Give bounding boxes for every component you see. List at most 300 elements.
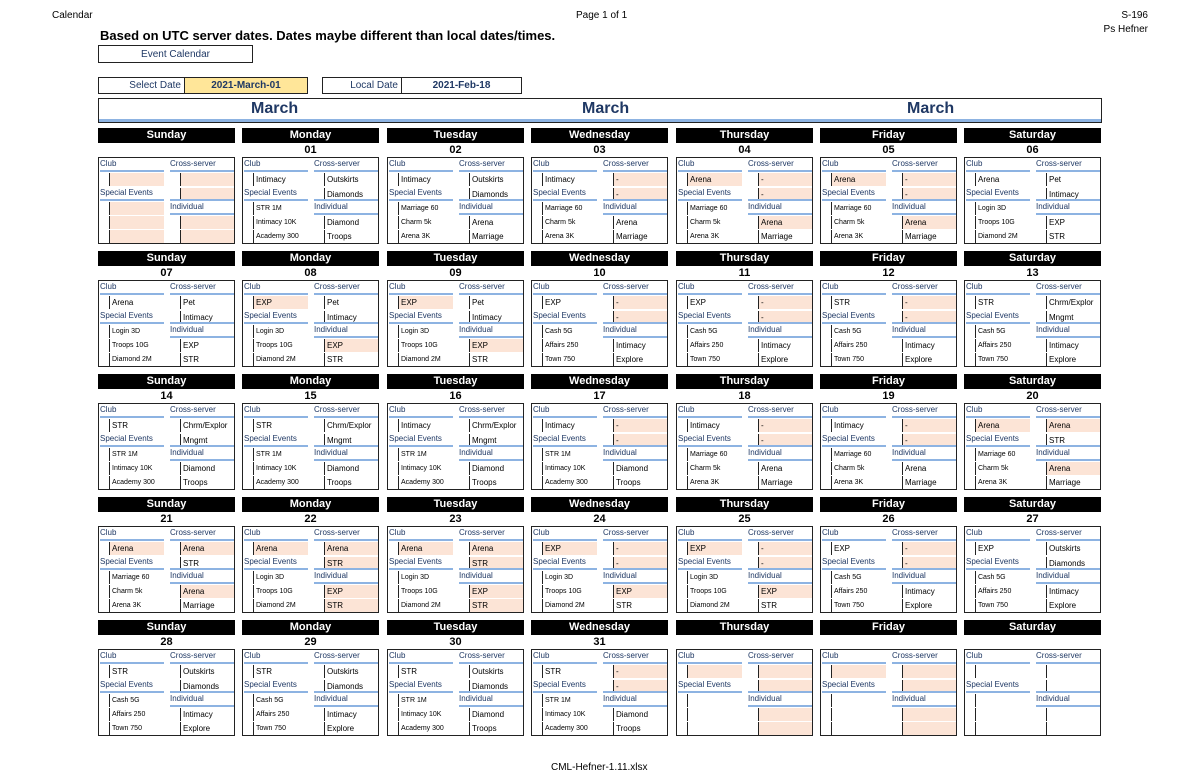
day-number: 12 <box>882 267 895 279</box>
club-event: Intimacy <box>253 173 308 186</box>
individual-event: STR <box>324 599 378 612</box>
individual-event: EXP <box>758 585 812 598</box>
special-events-label: Special Events <box>533 557 586 566</box>
day-number: 01 <box>304 144 317 156</box>
special-event: Academy 300 <box>542 722 597 735</box>
day-events <box>98 280 235 367</box>
special-event: Troops 10G <box>542 585 597 598</box>
special-event: Diamond 2M <box>398 599 453 612</box>
day-number: 13 <box>1026 267 1039 279</box>
day-events <box>820 526 957 613</box>
special-events-label: Special Events <box>678 557 731 566</box>
cross-server-label: Cross-server <box>748 159 794 168</box>
day-events <box>387 157 524 244</box>
special-events-label: Special Events <box>533 434 586 443</box>
special-event: Academy 300 <box>253 476 308 489</box>
weekday-label: Monday <box>242 497 379 512</box>
cross-event: - <box>613 419 667 432</box>
special-event: Arena 3K <box>831 230 886 243</box>
special-event <box>975 722 1030 735</box>
cross-event: - <box>902 542 956 555</box>
special-event: Login 3D <box>109 325 164 338</box>
day-number: 05 <box>882 144 895 156</box>
individual-label: Individual <box>170 448 204 457</box>
special-event: Academy 300 <box>253 230 308 243</box>
club-event: EXP <box>687 296 742 309</box>
club-label: Club <box>100 651 117 660</box>
special-event: Cash 5G <box>109 694 164 707</box>
club-event: STR <box>109 419 164 432</box>
club-label: Club <box>678 159 695 168</box>
weekday-label: Monday <box>242 620 379 635</box>
month-label-left: March <box>251 100 299 117</box>
special-events-label: Special Events <box>822 434 875 443</box>
club-event: EXP <box>831 542 886 555</box>
special-event: Affairs 250 <box>975 585 1030 598</box>
special-events-label: Special Events <box>966 311 1019 320</box>
individual-event: EXP <box>613 585 667 598</box>
special-event: Affairs 250 <box>687 339 742 352</box>
club-label: Club <box>678 282 695 291</box>
cross-event: Outskirts <box>469 665 523 678</box>
day-cell <box>820 128 957 244</box>
special-event <box>975 708 1030 721</box>
weekday-label: Sunday <box>98 251 235 266</box>
cross-event <box>1046 665 1100 678</box>
club-label: Club <box>389 159 406 168</box>
weekday-label: Friday <box>820 128 957 143</box>
select-date-field[interactable] <box>98 77 308 94</box>
cross-server-label: Cross-server <box>1036 282 1082 291</box>
cross-event: Outskirts <box>469 173 523 186</box>
weekday-label: Saturday <box>964 620 1101 635</box>
club-event: Arena <box>975 173 1030 186</box>
individual-event: Arena <box>902 462 956 475</box>
cross-event: Outskirts <box>324 173 378 186</box>
cross-event-2: - <box>902 434 956 447</box>
special-events-label: Special Events <box>533 311 586 320</box>
individual-event <box>180 216 234 229</box>
special-events-label: Special Events <box>244 680 297 689</box>
day-number: 24 <box>593 513 606 525</box>
special-events-label: Special Events <box>100 557 153 566</box>
cross-event-2: - <box>758 188 812 201</box>
individual-event: Intimacy <box>1046 585 1100 598</box>
individual-label: Individual <box>892 694 926 703</box>
cross-event-2: STR <box>469 557 523 570</box>
weekday-label: Tuesday <box>387 128 524 143</box>
club-event: Arena <box>687 173 742 186</box>
day-number: 27 <box>1026 513 1039 525</box>
day-cell <box>531 620 668 736</box>
cross-event: - <box>902 419 956 432</box>
special-event: STR 1M <box>542 694 597 707</box>
cross-server-label: Cross-server <box>170 282 216 291</box>
individual-label: Individual <box>1036 448 1070 457</box>
month-banner <box>98 98 1102 123</box>
individual-event: EXP <box>324 339 378 352</box>
special-events-label: Special Events <box>822 557 875 566</box>
day-cell <box>964 497 1101 613</box>
club-label: Club <box>678 405 695 414</box>
individual-event: EXP <box>1046 216 1100 229</box>
special-event: Arena 3K <box>975 476 1030 489</box>
individual-event: Marriage <box>180 599 234 612</box>
weekday-label: Thursday <box>676 128 813 143</box>
individual-label: Individual <box>603 202 637 211</box>
cross-event: Outskirts <box>180 665 234 678</box>
special-events-label: Special Events <box>678 188 731 197</box>
special-event: Intimacy 10K <box>253 216 308 229</box>
cross-server-label: Cross-server <box>892 405 938 414</box>
day-number: 17 <box>593 390 606 402</box>
cross-server-label: Cross-server <box>1036 528 1082 537</box>
individual-event: STR <box>1046 230 1100 243</box>
cross-event-2: - <box>902 311 956 324</box>
cross-event-2: Mngmt <box>324 434 378 447</box>
cross-event-2: Mngmt <box>469 434 523 447</box>
cross-event: - <box>758 296 812 309</box>
day-cell <box>387 251 524 367</box>
individual-event: Marriage <box>1046 476 1100 489</box>
cross-server-label: Cross-server <box>1036 651 1082 660</box>
special-event: Cash 5G <box>975 325 1030 338</box>
individual-label: Individual <box>459 325 493 334</box>
individual-event: Marriage <box>902 230 956 243</box>
individual-event: Marriage <box>902 476 956 489</box>
club-event: STR <box>398 665 453 678</box>
special-event: Login 3D <box>975 202 1030 215</box>
special-events-label: Special Events <box>822 311 875 320</box>
day-events <box>820 157 957 244</box>
cross-server-label: Cross-server <box>892 282 938 291</box>
day-number: 11 <box>738 267 751 279</box>
special-event: Marriage 60 <box>109 571 164 584</box>
weekday-label: Sunday <box>98 620 235 635</box>
special-event: Charm 5k <box>109 585 164 598</box>
individual-event: Marriage <box>613 230 667 243</box>
special-event: Arena 3K <box>109 599 164 612</box>
special-events-label: Special Events <box>100 188 153 197</box>
day-number: 18 <box>738 390 751 402</box>
day-events <box>820 280 957 367</box>
special-event: Academy 300 <box>398 476 453 489</box>
individual-label: Individual <box>459 571 493 580</box>
cross-event-2: - <box>613 311 667 324</box>
club-label: Club <box>533 528 550 537</box>
cross-event-2: - <box>613 680 667 693</box>
weekday-label: Saturday <box>964 251 1101 266</box>
individual-event: EXP <box>324 585 378 598</box>
club-event <box>975 665 1030 678</box>
individual-label: Individual <box>892 202 926 211</box>
club-label: Club <box>822 528 839 537</box>
individual-event: Intimacy <box>180 708 234 721</box>
weekday-label: Tuesday <box>387 497 524 512</box>
cross-event: - <box>902 173 956 186</box>
individual-event: Diamond <box>324 216 378 229</box>
special-event: Charm 5k <box>975 462 1030 475</box>
special-events-label: Special Events <box>966 680 1019 689</box>
day-events <box>676 649 813 736</box>
individual-event <box>902 722 956 735</box>
special-event: Marriage 60 <box>687 202 742 215</box>
day-number: 19 <box>882 390 895 402</box>
weekday-label: Tuesday <box>387 620 524 635</box>
individual-event <box>1046 708 1100 721</box>
cross-server-label: Cross-server <box>170 405 216 414</box>
day-events <box>531 403 668 490</box>
special-events-label: Special Events <box>244 434 297 443</box>
cross-event: Pet <box>1046 173 1100 186</box>
cross-event-2: - <box>758 434 812 447</box>
day-events <box>387 526 524 613</box>
cross-event: Pet <box>324 296 378 309</box>
individual-event: STR <box>469 599 523 612</box>
club-event: Intimacy <box>542 173 597 186</box>
day-cell <box>964 620 1101 736</box>
cross-event-2: - <box>613 188 667 201</box>
day-cell <box>531 497 668 613</box>
player-name: Ps Hefner <box>1103 24 1148 35</box>
weekday-label: Wednesday <box>531 128 668 143</box>
individual-event: Diamond <box>469 708 523 721</box>
day-number: 31 <box>593 636 606 648</box>
special-event: Marriage 60 <box>687 448 742 461</box>
month-label-center: March <box>582 100 630 117</box>
individual-event: Explore <box>1046 353 1100 366</box>
day-cell <box>820 374 957 490</box>
individual-event: STR <box>324 353 378 366</box>
day-events <box>531 157 668 244</box>
special-event: STR 1M <box>542 448 597 461</box>
day-cell <box>964 128 1101 244</box>
special-event: Cash 5G <box>687 325 742 338</box>
individual-label: Individual <box>748 325 782 334</box>
weekday-label: Thursday <box>676 497 813 512</box>
individual-label: Individual <box>170 325 204 334</box>
special-events-label: Special Events <box>389 188 442 197</box>
day-events <box>242 649 379 736</box>
cross-server-label: Cross-server <box>459 159 505 168</box>
cross-server-label: Cross-server <box>459 405 505 414</box>
individual-event: EXP <box>180 339 234 352</box>
club-event: STR <box>109 665 164 678</box>
special-events-label: Special Events <box>100 434 153 443</box>
special-event: Login 3D <box>687 571 742 584</box>
special-event: Marriage 60 <box>542 202 597 215</box>
individual-label: Individual <box>170 571 204 580</box>
cross-server-label: Cross-server <box>314 282 360 291</box>
cross-event-2: - <box>613 434 667 447</box>
day-number: 15 <box>304 390 317 402</box>
club-event: EXP <box>542 542 597 555</box>
club-label: Club <box>678 651 695 660</box>
cross-server-label: Cross-server <box>892 528 938 537</box>
special-event: Charm 5k <box>542 216 597 229</box>
day-events <box>676 157 813 244</box>
footer-filename: CML-Hefner-1.11.xlsx <box>551 762 648 773</box>
weekday-label: Friday <box>820 251 957 266</box>
cross-server-label: Cross-server <box>603 159 649 168</box>
special-event: Charm 5k <box>687 216 742 229</box>
day-number: 16 <box>449 390 462 402</box>
day-cell <box>98 374 235 490</box>
special-event: Diamond 2M <box>687 599 742 612</box>
day-cell <box>820 251 957 367</box>
club-label: Club <box>966 651 983 660</box>
special-event: Affairs 250 <box>831 339 886 352</box>
special-events-label: Special Events <box>533 680 586 689</box>
individual-label: Individual <box>748 571 782 580</box>
individual-event: Diamond <box>180 462 234 475</box>
special-event: Cash 5G <box>975 571 1030 584</box>
cross-server-label: Cross-server <box>314 159 360 168</box>
day-number: 26 <box>882 513 895 525</box>
day-events <box>676 280 813 367</box>
day-cell <box>387 620 524 736</box>
special-event: Arena 3K <box>687 230 742 243</box>
day-cell <box>676 497 813 613</box>
special-event: Charm 5k <box>398 216 453 229</box>
individual-label: Individual <box>314 694 348 703</box>
special-events-label: Special Events <box>678 680 731 689</box>
day-number: 22 <box>304 513 317 525</box>
sheet-code: S-196 <box>1121 10 1148 21</box>
day-events <box>531 526 668 613</box>
cross-event: Arena <box>469 542 523 555</box>
individual-label: Individual <box>1036 571 1070 580</box>
special-event: Intimacy 10K <box>253 462 308 475</box>
club-label: Club <box>244 651 261 660</box>
special-events-label: Special Events <box>533 188 586 197</box>
cross-server-label: Cross-server <box>603 528 649 537</box>
day-cell <box>820 620 957 736</box>
cross-event-2: STR <box>1046 434 1100 447</box>
day-number <box>964 635 1101 649</box>
cross-event-2: - <box>902 557 956 570</box>
day-events <box>387 403 524 490</box>
cross-event <box>180 173 234 186</box>
individual-event: Troops <box>613 476 667 489</box>
individual-event: STR <box>180 353 234 366</box>
day-cell <box>242 497 379 613</box>
club-label: Club <box>822 282 839 291</box>
individual-event: Explore <box>758 353 812 366</box>
individual-label: Individual <box>314 325 348 334</box>
cross-event: Arena <box>324 542 378 555</box>
cross-event: Chrm/Explor <box>1046 296 1100 309</box>
individual-event: Intimacy <box>613 339 667 352</box>
club-label: Club <box>244 159 261 168</box>
cross-server-label: Cross-server <box>314 651 360 660</box>
individual-label: Individual <box>170 694 204 703</box>
club-event: STR <box>831 296 886 309</box>
special-events-label: Special Events <box>678 311 731 320</box>
day-cell <box>964 374 1101 490</box>
special-event: Academy 300 <box>109 476 164 489</box>
individual-event: Troops <box>613 722 667 735</box>
special-event <box>109 202 164 215</box>
header-left: Calendar <box>52 10 93 21</box>
day-number: 08 <box>304 267 317 279</box>
individual-event: Arena <box>758 216 812 229</box>
special-event: Intimacy 10K <box>542 462 597 475</box>
individual-event: Explore <box>902 599 956 612</box>
day-cell <box>387 128 524 244</box>
day-number: 07 <box>160 267 173 279</box>
weekday-label: Friday <box>820 620 957 635</box>
individual-label: Individual <box>459 694 493 703</box>
individual-event: Explore <box>180 722 234 735</box>
day-events <box>820 403 957 490</box>
special-event: Town 750 <box>542 353 597 366</box>
club-label: Club <box>244 282 261 291</box>
day-events <box>820 649 957 736</box>
cross-event-2: - <box>758 557 812 570</box>
cross-server-label: Cross-server <box>748 282 794 291</box>
special-event <box>109 230 164 243</box>
special-event: Town 750 <box>687 353 742 366</box>
individual-event: Diamond <box>613 462 667 475</box>
cross-event-2: - <box>902 188 956 201</box>
select-date-label: Select Date <box>129 80 181 91</box>
individual-event <box>1046 722 1100 735</box>
special-event: Charm 5k <box>687 462 742 475</box>
special-event: Arena 3K <box>831 476 886 489</box>
special-events-label: Special Events <box>244 188 297 197</box>
club-label: Club <box>966 159 983 168</box>
cross-server-label: Cross-server <box>459 282 505 291</box>
special-events-label: Special Events <box>389 311 442 320</box>
individual-label: Individual <box>748 694 782 703</box>
day-events <box>242 403 379 490</box>
special-event: Intimacy 10K <box>542 708 597 721</box>
day-cell <box>242 374 379 490</box>
cross-server-label: Cross-server <box>748 405 794 414</box>
special-event: STR 1M <box>253 202 308 215</box>
day-cell <box>964 251 1101 367</box>
weekday-label: Wednesday <box>531 497 668 512</box>
cross-server-label: Cross-server <box>170 528 216 537</box>
month-label-right: March <box>907 100 955 117</box>
select-date-value[interactable]: 2021-March-01 <box>184 78 307 93</box>
club-label: Club <box>822 651 839 660</box>
cross-server-label: Cross-server <box>748 528 794 537</box>
special-event: Marriage 60 <box>975 448 1030 461</box>
cross-event: Pet <box>180 296 234 309</box>
special-events-label: Special Events <box>966 188 1019 197</box>
club-event: Intimacy <box>831 419 886 432</box>
cross-event: - <box>902 296 956 309</box>
special-event: Troops 10G <box>975 216 1030 229</box>
notice-text: Based on UTC server dates. Dates maybe different than local dates/times. <box>100 28 556 43</box>
special-event: Login 3D <box>398 571 453 584</box>
individual-label: Individual <box>603 571 637 580</box>
club-event: EXP <box>687 542 742 555</box>
local-date-label: Local Date <box>323 78 402 93</box>
special-event <box>831 722 886 735</box>
club-label: Club <box>822 405 839 414</box>
individual-event: Intimacy <box>758 339 812 352</box>
individual-event: Intimacy <box>1046 339 1100 352</box>
individual-event <box>180 230 234 243</box>
special-event: Town 750 <box>831 599 886 612</box>
individual-label: Individual <box>748 448 782 457</box>
cross-event-2: Diamonds <box>469 188 523 201</box>
individual-event: Intimacy <box>324 708 378 721</box>
special-event: STR 1M <box>109 448 164 461</box>
